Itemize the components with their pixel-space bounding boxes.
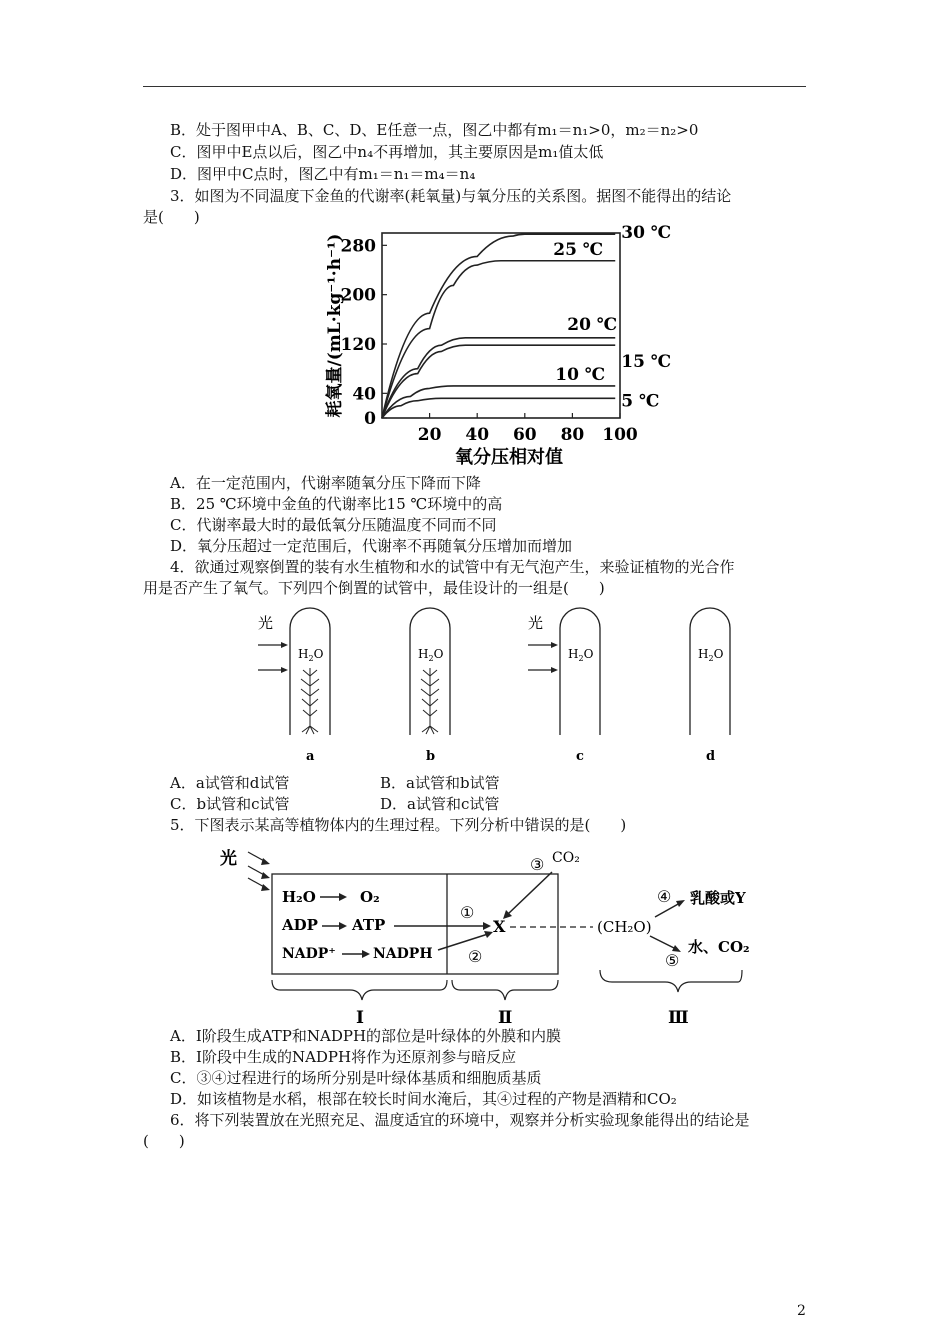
x-axis-label: 氧分压相对值 [455, 447, 563, 468]
svg-text:H2O: $H_2O$ [698, 647, 724, 663]
x-tick-label: 40 [465, 425, 490, 445]
tube-a-light-label: 光 [258, 614, 274, 632]
q5-option-a: A．Ⅰ阶段生成ATP和NADPH的部位是叶绿体的外膜和内膜 [170, 1027, 562, 1045]
q3-option-d: D．氧分压超过一定范围后，代谢率不再随氧分压增加而增加 [170, 537, 573, 555]
tube-d-label: d [706, 749, 716, 764]
series-line [382, 261, 618, 418]
tube-c-light-label: 光 [528, 614, 544, 632]
y-tick-label: 280 [340, 236, 376, 257]
stage-3-label: Ⅲ [668, 1008, 689, 1028]
page-number: 2 [797, 1303, 806, 1319]
q4-stem-line2: 用是否产生了氧气。下列四个倒置的试管中，最佳设计的一组是( ) [143, 579, 605, 597]
adp-label: ADP [282, 916, 318, 934]
stage-1-label: Ⅰ [356, 1008, 364, 1028]
tube-c [528, 608, 600, 764]
q3-option-b: B．25 ℃环境中金鱼的代谢率比15 ℃环境中的高 [170, 495, 503, 513]
aquatic-plant-icon [301, 668, 319, 734]
q5-option-b: B．Ⅰ阶段中生成的NADPH将作为还原剂参与暗反应 [170, 1048, 517, 1066]
series-label: 25 ℃ [553, 239, 604, 260]
q6-stem-line1: 6．将下列装置放在光照充足、温度适宜的环境中，观察并分析实验现象能得出的结论是 [170, 1111, 750, 1129]
series-line [382, 398, 615, 418]
y-tick-label: 40 [352, 384, 376, 405]
q4-option-a: A．a试管和d试管 [170, 774, 290, 792]
x-label: X [493, 917, 506, 936]
y-tick-label: 0 [364, 409, 376, 429]
y-axis-label: 耗氧量/(mL·kg⁻¹·h⁻¹) [325, 233, 345, 418]
q5-option-c: C．③④过程进行的场所分别是叶绿体基质和细胞质基质 [170, 1069, 542, 1087]
stage-2-label: Ⅱ [498, 1008, 513, 1028]
q5-stem: 5．下图表示某高等植物体内的生理过程。下列分析中错误的是( ) [170, 816, 627, 834]
q5-process-diagram [210, 840, 750, 1030]
circle-2-label: ② [468, 947, 483, 966]
tube-d [690, 608, 730, 764]
q4-test-tubes-figure [250, 600, 750, 770]
series-label: 10 ℃ [555, 364, 606, 385]
svg-text:H2O: $H_2O$ [418, 647, 444, 663]
q4-stem-line1: 4．欲通过观察倒置的装有水生植物和水的试管中有无气泡产生，来验证植物的光合作 [170, 558, 735, 576]
q3-stem-line2: 是( ) [143, 208, 200, 226]
tube-b-label: b [426, 749, 436, 764]
q4-option-c: C．b试管和c试管 [170, 795, 290, 813]
x-tick-label: 100 [602, 425, 638, 445]
x-tick-label: 20 [417, 425, 442, 445]
tube-a [258, 608, 330, 764]
x-tick-label: 60 [512, 425, 537, 445]
svg-text:H2O: $H_2O$ [568, 647, 594, 663]
light-label: 光 [220, 849, 237, 869]
series-label: 30 ℃ [621, 223, 672, 244]
series-label: 15 ℃ [621, 352, 672, 373]
tube-c-label: c [576, 749, 584, 764]
water-co2-label: 水、CO₂ [688, 938, 750, 956]
series-label: 5 ℃ [621, 391, 660, 412]
y-tick-label: 120 [340, 335, 376, 355]
circle-4-label: ④ [657, 887, 672, 906]
circle-1-label: ① [460, 903, 475, 922]
q6-stem-line2: ( ) [143, 1132, 185, 1150]
q2-option-c: C．图甲中E点以后，图乙中n₄不再增加，其主要原因是m₁值太低 [170, 143, 604, 161]
y-tick-label: 200 [340, 285, 376, 306]
o2-label: O₂ [360, 888, 380, 906]
tube-b [410, 608, 450, 764]
circle-5-label: ⑤ [665, 951, 680, 970]
q4-option-b: B．a试管和b试管 [380, 774, 500, 792]
atp-label: ATP [352, 916, 386, 934]
q5-option-d: D．如该植物是水稻，根部在较长时间水淹后，其④过程的产物是酒精和CO₂ [170, 1090, 677, 1108]
nadp-label: NADP⁺ [282, 946, 336, 962]
header-rule [143, 86, 806, 87]
series-label: 20 ℃ [567, 314, 618, 335]
lactic-label: 乳酸或Y [690, 889, 746, 907]
circle-3-label: ③ [530, 855, 545, 874]
q3-line-chart [320, 225, 670, 470]
x-tick-label: 80 [560, 425, 585, 445]
svg-text:H2O: $H_2O$ [298, 647, 324, 663]
h2o-label: H₂O [282, 888, 316, 906]
q4-option-d: D．a试管和c试管 [380, 795, 500, 813]
q2-option-b: B．处于图甲中A、B、C、D、E任意一点，图乙中都有m₁＝n₁>0，m₂＝n₂>0 [170, 121, 699, 139]
q3-option-a: A．在一定范围内，代谢率随氧分压下降而下降 [170, 474, 481, 492]
ch2o-label: (CH₂O) [597, 918, 652, 936]
co2-label: CO₂ [552, 850, 580, 866]
q3-option-c: C．代谢率最大时的最低氧分压随温度不同而不同 [170, 516, 497, 534]
q3-stem-line1: 3．如图为不同温度下金鱼的代谢率(耗氧量)与氧分压的关系图。据图不能得出的结论 [170, 187, 732, 205]
aquatic-plant-icon [421, 668, 439, 734]
nadph-label: NADPH [373, 946, 433, 962]
q2-option-d: D．图甲中C点时，图乙中有m₁＝n₁＝m₄＝n₄ [170, 165, 476, 183]
tube-a-label: a [306, 749, 315, 764]
series-line [382, 386, 615, 418]
